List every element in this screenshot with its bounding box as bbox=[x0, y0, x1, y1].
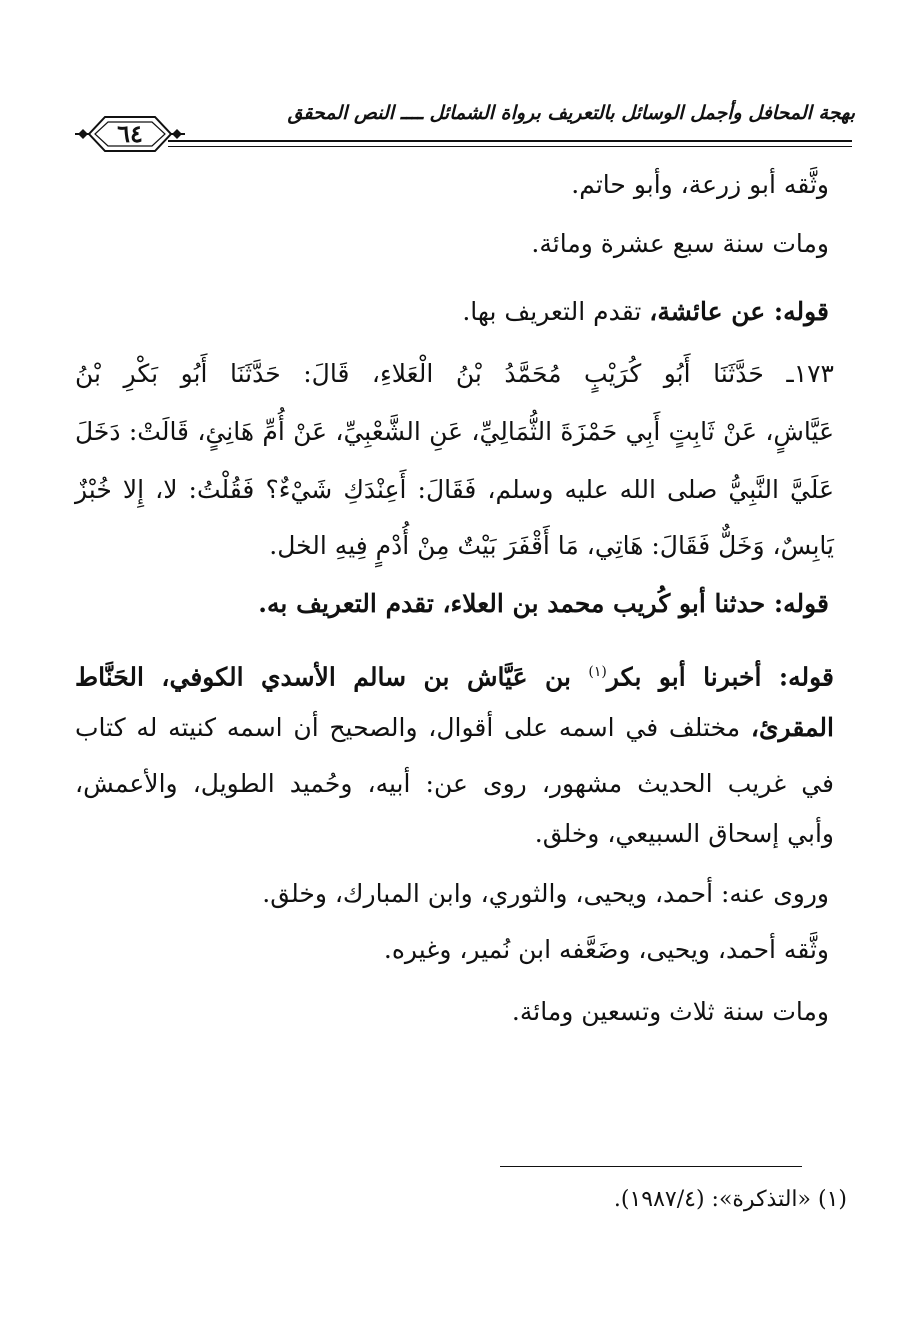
line-text: وثَّقه أبو زرعة، وأبو حاتم. bbox=[571, 170, 829, 199]
body-line bbox=[512, 990, 829, 1034]
page-number-badge bbox=[75, 112, 185, 156]
line-label: المقرئ، bbox=[750, 713, 834, 742]
line-text: ١٧٣ـ حَدَّثَنَا أَبُو كُرَيْبٍ مُحَمَّدُ بْنُ الْعَلاءِ، قَالَ: حَدَّثَنَا أَبُو بَكْرِ بْنُ bbox=[75, 359, 834, 388]
footnote-rule bbox=[500, 1166, 802, 1167]
line-text: وثَّقه أحمد، ويحيى، وضَعَّفه ابن نُمير، وغيره. bbox=[383, 935, 829, 964]
body-line bbox=[531, 222, 829, 266]
body-line bbox=[75, 762, 834, 806]
line-text: وروى عنه: أحمد، ويحيى، والثوري، وابن المبارك، وخلق. bbox=[262, 879, 829, 908]
header-rule bbox=[168, 140, 852, 142]
page-number: ٦٤ bbox=[117, 119, 143, 148]
body-line bbox=[75, 706, 834, 750]
footnote-ref[interactable]: (١) bbox=[588, 664, 607, 680]
header-rule-thin bbox=[168, 146, 852, 147]
line-label-rest: بن عَيَّاش بن سالم الأسدي الكوفي، الحَنَّاط bbox=[75, 662, 589, 692]
body-line bbox=[258, 582, 829, 626]
line-text: في غريب الحديث مشهور، روى عن: أبيه، وحُميد الطويل، والأعمش، bbox=[75, 769, 834, 798]
hadith-line bbox=[75, 468, 834, 512]
body-line bbox=[535, 812, 834, 856]
line-label: قوله: حدثنا أبو كُريب محمد بن العلاء، تقدم التعريف به. bbox=[258, 589, 829, 618]
line-text: عَيَّاشٍ، عَنْ ثَابِتٍ أَبِي حَمْزَةَ الثُّمَالِيِّ، عَنِ الشَّعْبِيِّ، عَنْ أُمِّ هَانِئٍ، قَالَتْ: دَخَلَ bbox=[75, 417, 834, 446]
footnote: (١) «التذكرة»: (١٩٨٧/٤). bbox=[613, 1187, 847, 1212]
body-line bbox=[262, 872, 829, 916]
hadith-line bbox=[75, 410, 834, 454]
hadith-line bbox=[75, 352, 834, 396]
body-line bbox=[571, 163, 829, 207]
line-text: ومات سنة ثلاث وتسعين ومائة. bbox=[511, 997, 829, 1026]
line-text: وأبي إسحاق السبيعي، وخلق. bbox=[534, 819, 834, 848]
line-text: عَلَيَّ النَّبِيُّ صلى الله عليه وسلم، فَقَالَ: أَعِنْدَكِ شَيْءٌ؟ فَقُلْتُ: لا، إِلا خُبْزٌ bbox=[75, 475, 834, 504]
line-text: ومات سنة سبع عشرة ومائة. bbox=[531, 229, 829, 258]
body-line bbox=[75, 650, 834, 699]
line-text: مختلف في اسمه على أقوال، والصحيح أن اسمه كنيته له كتاب bbox=[75, 713, 751, 742]
line-label: قوله: أخبرنا أبو بكر bbox=[606, 662, 834, 692]
running-header-title: بهجة المحافل وأجمل الوسائل بالتعريف برواة الشمائل ــــ النص المحقق bbox=[287, 102, 855, 124]
body-line bbox=[384, 928, 829, 972]
hadith-line bbox=[269, 524, 834, 568]
line-text: تقدم التعريف بها. bbox=[462, 297, 650, 326]
body-line bbox=[462, 290, 829, 334]
line-label: قوله: عن عائشة، bbox=[649, 297, 829, 326]
line-text: يَابِسٌ، وَخَلٌّ فَقَالَ: هَاتِي، مَا أَقْفَرَ بَيْتٌ مِنْ أُدْمٍ فِيهِ الخل. bbox=[269, 531, 834, 560]
